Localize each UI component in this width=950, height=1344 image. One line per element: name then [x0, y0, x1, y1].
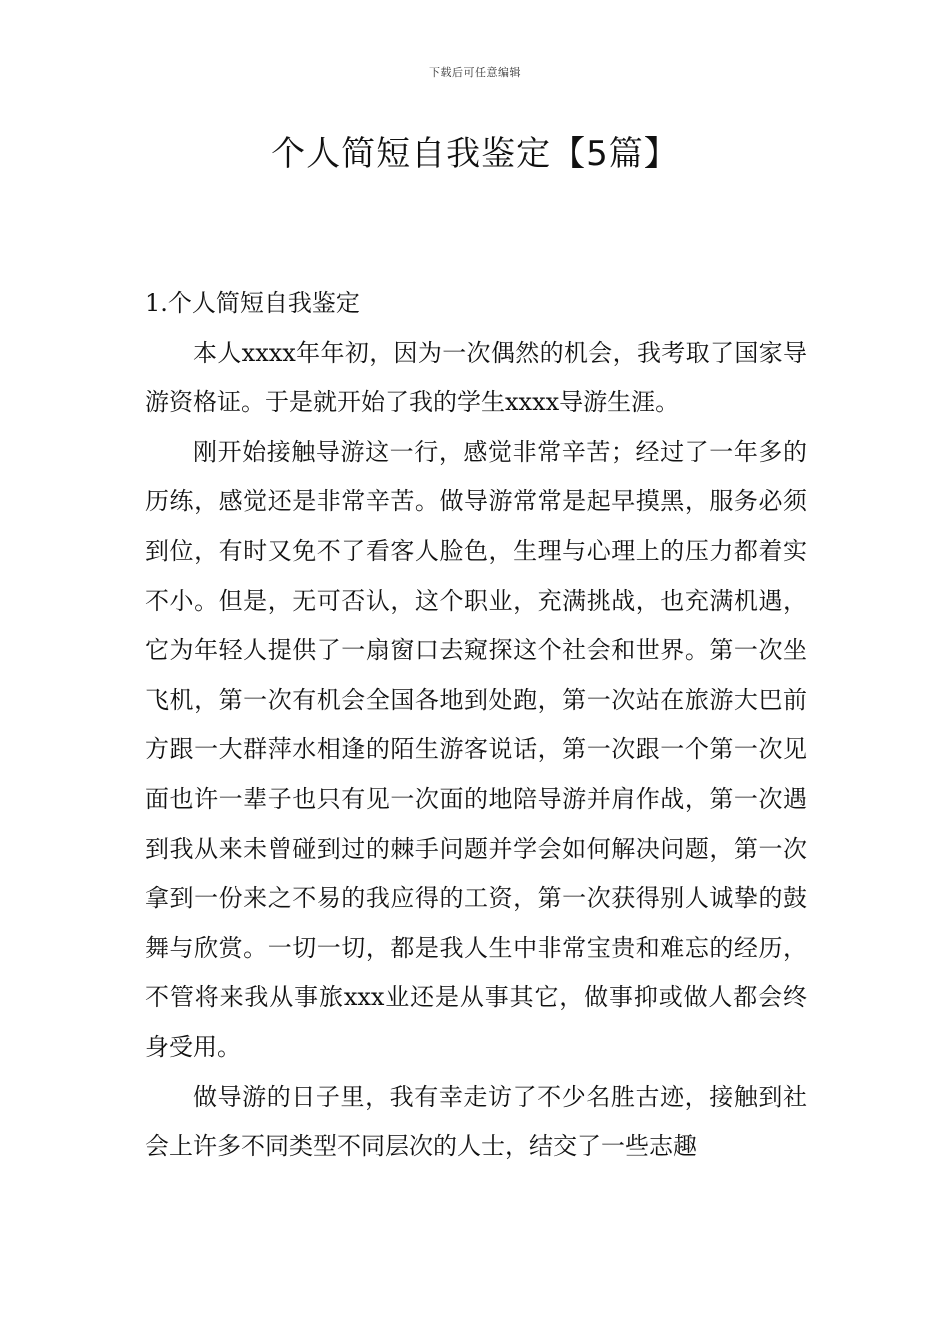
header-note: 下载后可任意编辑 — [429, 66, 521, 79]
paragraph: 刚开始接触导游这一行，感觉非常辛苦；经过了一年多的历练，感觉还是非常辛苦。做导游常常是起早摸黑，服务必须到位，有时又免不了看客人脸色，生理与心理上的压力都着实不小。但是，无可否认，这个职业，充满挑战，也充满机遇，它为年轻人提供了一扇窗口去窥探这个社会和世界。第一次坐飞机，第一次有机会全国各地到处跑，第一次站在旅游大巴前方跟一大群萍水相逢的陌生游客说话，第一次跟一个第一次见面也许一辈子也只有见一次面的地陪导游并肩作战，第一次遇到我从来未曾碰到过的棘手问题并学会如何解决问题，第一次拿到一份来之不易的我应得的工资，第一次获得别人诚挚的鼓舞与欣赏。一切一切，都是我人生中非常宝贵和难忘的经历，不管将来我从事旅xxx业还是从事其它，做事抑或做人都会终身受用。 — [145, 437, 807, 1061]
paragraph: 做导游的日子里，我有幸走访了不少名胜古迹，接触到社会上许多不同类型不同层次的人士，结交了一些志趣 — [145, 1082, 807, 1161]
paragraph: 本人xxxx年年初，因为一次偶然的机会，我考取了国家导游资格证。于是就开始了我的学生xxxx导游生涯。 — [145, 338, 807, 417]
document-body — [145, 279, 807, 1172]
document-title: 个人简短自我鉴定【5篇】 — [271, 134, 679, 174]
section-heading: 1.个人简短自我鉴定 — [145, 289, 360, 317]
